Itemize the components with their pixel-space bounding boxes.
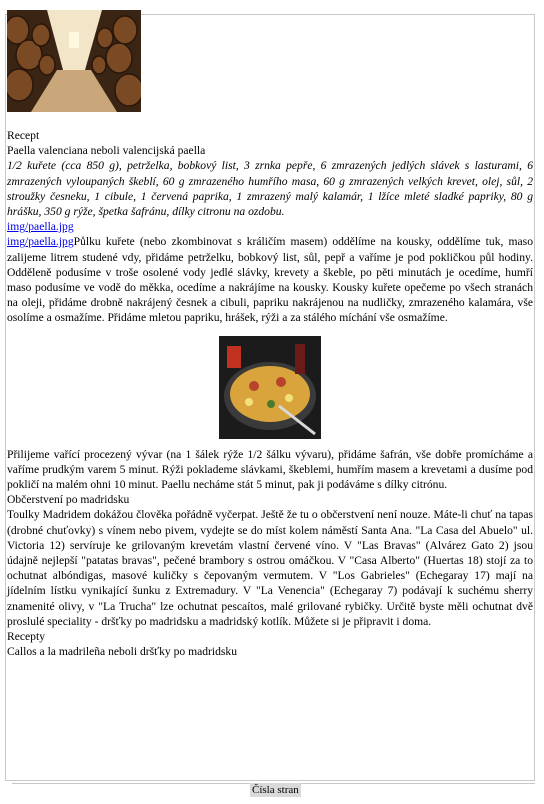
paragraph-1-text: Půlku kuřete (nebo zkombinovat s králičím masem) oddělíme na kousky, oddělíme tuk, maso zalijeme litrem studené vdy, přidáme petrželku, bobkový list, sůl, pepř a vaříme je pod pokličkou půl hodiny. Odděleně podusíme v troše osolené vody jedlé slávky, krevety a škeble, po pěti minutách je ocedíme, humří maso podusíme ve vodě do měkka, ocedíme a nakrájíme na kousky. Kousky kuřete opečeme po všech stranách na oleji, přidáme drobně nakrájený česnek a cibuli, papriku nakrájenou na nudličky, zmrazeného kalamára, vše osolíme a osmažíme. Přidáme mletou papriku, hrášek, rýži a za stálého míchání vše osmažíme. — [7, 235, 533, 325]
paragraph-2: Přilijeme vařící procezený vývar (na 1 šálek rýže 1/2 šálku vývaru), přidáme šafrán, vše dobře promícháme a vaříme prudkým varem 5 minut. Rýži poklademe slávkami, škeblemi, humřím masem a krevetami a dusíme pod pokličí na malém ohni 10 minut. Paellu necháme stát 5 minut, pak ji podáváme s dílky citrónu. — [7, 447, 533, 492]
image-link-2[interactable]: img/paella.jpg — [7, 235, 74, 249]
paragraph-1 — [7, 234, 533, 325]
image-link-1[interactable]: img/paella.jpg — [7, 220, 74, 234]
recipe-title: Paella valenciana neboli valencijská paella — [7, 144, 206, 158]
recipes-heading: Recepty — [7, 630, 45, 644]
heading: Recept — [7, 129, 40, 142]
last-recipe-title: Callos a la madrileña neboli dršťky po madridsku — [7, 645, 238, 659]
paella-dish-photo — [219, 336, 321, 439]
wine-cellar-photo — [7, 10, 141, 112]
section-heading: Občerstvení po madridsku — [7, 493, 130, 507]
document-body — [7, 10, 533, 659]
page-numbers-footer: Čísla stran — [252, 784, 299, 796]
paragraph-3: Toulky Madridem dokážou člověka pořádně vyčerpat. Ještě že tu o občerstvení není nouze. Máte-li chuť na tapas (drobné chuťovky) s vínem nebo pivem, vydejte se do míst kolem náměstí Santa Ana. "La Casa del Abuelo" ul. Victoria 12) servíruje ke grilovaným krevetám vlastní červené víno. V "Las Bravas" (Alvárez Gato 2) jsou údajně nejlepší "patatas bravas", pečené brambory s ostrou omáčkou. V "Casa Alberto" (Huertas 18) stojí za to ochutnat albóndigas, masové kuličky s čepovaným vermutem. V "Los Gabrieles" (Echegaray 17) mají na jídelním lístku vynikající šunku z Extremadury. V "La Venencia" (Echegaray 7) podávají k suchému sherry znamenité olivy, v "La Trucha" lze ochutnat pescaítos, malé grilované rybičky. Určitě byste měli ochutnat dvě proslulé speciality - dršťky po madridsku a madridský kotlík. Můžete si je připravit i doma. — [7, 508, 533, 628]
ingredients: 1/2 kuřete (cca 850 g), petrželka, bobkový list, 3 zrnka pepře, 6 zmrazených jedlých slávek s lasturami, 6 zmrazených vyloupaných škeblí, 60 g zmrazeného humřího masa, 60 g zmrazených velkých krevet, olej, sůl, 2 stroužky česneku, 1 cibule, 1 červená paprika, 1 zmrazený malý kalamár, 1 lžíce mleté sladké papriky, 80 g hrášku, 350 g rýže, špetka šafránu, dílky citronu na ozdobu. — [7, 159, 533, 219]
